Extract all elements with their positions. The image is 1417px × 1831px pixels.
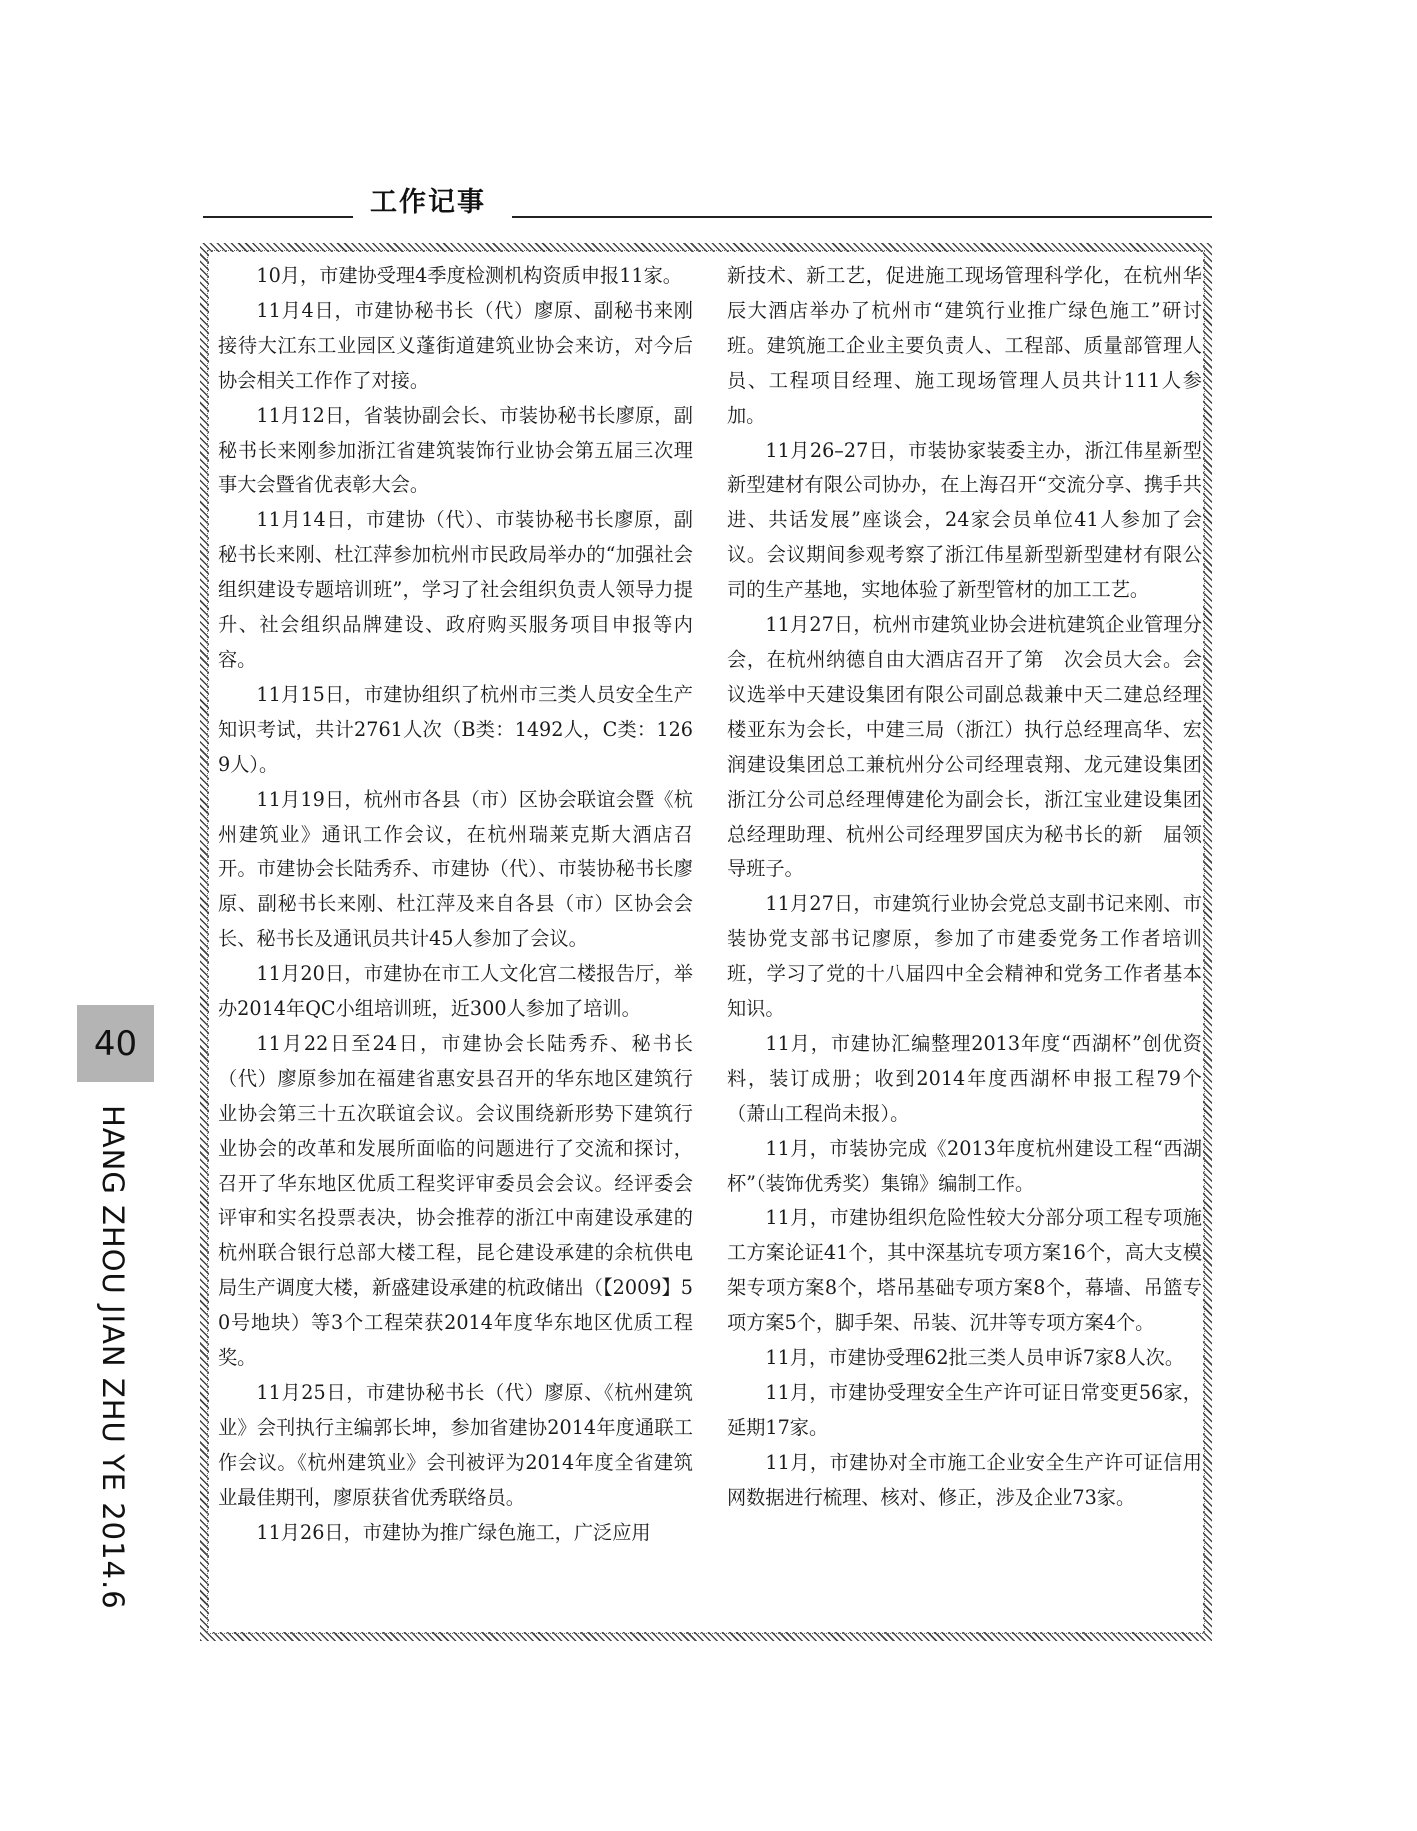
entry-paragraph: 11月26–27日，市装协家装委主办，浙江伟星新型新型建材有限公司协办，在上海召开“交流分享、携手共进、共话发展”座谈会，24家会员单位41人参加了会议。会议期间参观考察了浙江伟星新型新型建材有限公司的生产基地，实地体验了新型管材的加工工艺。 <box>727 438 1202 602</box>
header-rule-left <box>203 216 353 218</box>
journal-side-label: HANG ZHOU JIAN ZHU YE 2014.6 <box>96 1105 130 1610</box>
entry-paragraph: 11月，市建协汇编整理2013年度“西湖杯”创优资料，装订成册；收到2014年度西湖杯申报工程79个（萧山工程尚未报）。 <box>727 1031 1202 1125</box>
entry-paragraph: 11月4日，市建协秘书长（代）廖原、副秘书来刚接待大江东工业园区义蓬街道建筑业协会来访，对今后协会相关工作作了对接。 <box>218 298 693 392</box>
entry-paragraph: 11月27日，杭州市建筑业协会进杭建筑企业管理分会，在杭州纳德自由大酒店召开了第 次会员大会。会议选举中天建设集团有限公司副总裁兼中天二建总经理楼亚东为会长，中建三局（浙江）执行总经理高华、宏润建设集团总工兼杭州分公司经理袁翔、龙元建设集团浙江分公司总经理傅建伦为副会长，浙江宝业建设集团总经理助理、杭州公司经理罗国庆为秘书长的新 届领导班子。 <box>727 613 1202 881</box>
entry-paragraph: 11月15日，市建协组织了杭州市三类人员安全生产知识考试，共计2761人次（B类：1492人，C类：1269人）。 <box>218 682 693 776</box>
entry-paragraph: 11月22日至24日，市建协会长陆秀乔、秘书长（代）廖原参加在福建省惠安县召开的华东地区建筑行业协会第三十五次联谊会议。会议围绕新形势下建筑行业协会的改革和发展所面临的问题进行了交流和探讨，召开了华东地区优质工程奖评审委员会会议。经评委会评审和实名投票表决，协会推荐的浙江中南建设承建的杭州联合银行总部大楼工程，昆仑建设承建的余杭供电局生产调度大楼，新盛建设承建的杭政储出（【2009】50号地块）等3个工程荣获2014年度华东地区优质工程奖。 <box>218 1031 693 1370</box>
page-number-tab <box>77 1005 154 1082</box>
page-number: 40 <box>93 1023 138 1064</box>
entry-paragraph: 10月，市建协受理4季度检测机构资质申报11家。 <box>256 264 682 287</box>
section-title: 工作记事 <box>370 187 486 218</box>
entry-paragraph: 11月19日，杭州市各县（市）区协会联谊会暨《杭州建筑业》通讯工作会议，在杭州瑞莱克斯大酒店召开。市建协会长陆秀乔、市建协（代）、市装协秘书长廖原、副秘书长来刚、杜江萍及来自各县（市）区协会会长、秘书长及通讯员共计45人参加了会议。 <box>218 787 693 951</box>
header-rule-right <box>512 216 1212 218</box>
left-column <box>218 259 693 1551</box>
entry-paragraph: 11月，市建协组织危险性较大分部分项工程专项施工方案论证41个，其中深基坑专项方案16个，高大支模架专项方案8个，塔吊基础专项方案8个，幕墙、吊篮专项方案5个，脚手架、吊装、沉井等专项方案4个。 <box>727 1206 1202 1335</box>
continued-paragraph: 新技术、新工艺，促进施工现场管理科学化，在杭州华辰大酒店举办了杭州市“建筑行业推广绿色施工”研讨班。建筑施工企业主要负责人、工程部、质量部管理人员、工程项目经理、施工现场管理人员共计111人参加。 <box>727 264 1202 427</box>
entry-paragraph: 11月26日，市建协为推广绿色施工，广泛应用 <box>256 1520 651 1544</box>
entry-paragraph: 11月，市建协受理安全生产许可证日常变更56家，延期17家。 <box>727 1381 1202 1439</box>
entry-paragraph: 11月，市建协受理62批三类人员申诉7家8人次。 <box>765 1346 1185 1370</box>
entry-paragraph: 11月20日，市建协在市工人文化宫二楼报告厅，举办2014年QC小组培训班，近300人参加了培训。 <box>218 962 693 1021</box>
entry-paragraph: 11月14日，市建协（代）、市装协秘书长廖原，副秘书长来刚、杜江萍参加杭州市民政局举办的“加强社会组织建设专题培训班”，学习了社会组织负责人领导力提升、社会组织品牌建设、政府购买服务项目申报等内容。 <box>218 508 693 671</box>
right-column <box>727 259 1202 1516</box>
entry-paragraph: 11月27日，市建筑行业协会党总支副书记来刚、市装协党支部书记廖原，参加了市建委党务工作者培训班，学习了党的十八届四中全会精神和党务工作者基本知识。 <box>727 892 1202 1021</box>
entry-paragraph: 11月12日，省装协副会长、市装协秘书长廖原，副秘书长来刚参加浙江省建筑装饰行业协会第五届三次理事大会暨省优表彰大会。 <box>218 403 693 497</box>
entry-paragraph: 11月，市装协完成《2013年度杭州建设工程“西湖杯”（装饰优秀奖）集锦》编制工作。 <box>727 1136 1202 1195</box>
entry-paragraph: 11月，市建协对全市施工企业安全生产许可证信用网数据进行梳理、核对、修正，涉及企业73家。 <box>727 1450 1202 1509</box>
entry-paragraph: 11月25日，市建协秘书长（代）廖原、《杭州建筑业》会刊执行主编郭长坤，参加省建协2014年度通联工作会议。《杭州建筑业》会刊被评为2014年度全省建筑业最佳期刊，廖原获省优秀联络员。 <box>218 1381 693 1509</box>
